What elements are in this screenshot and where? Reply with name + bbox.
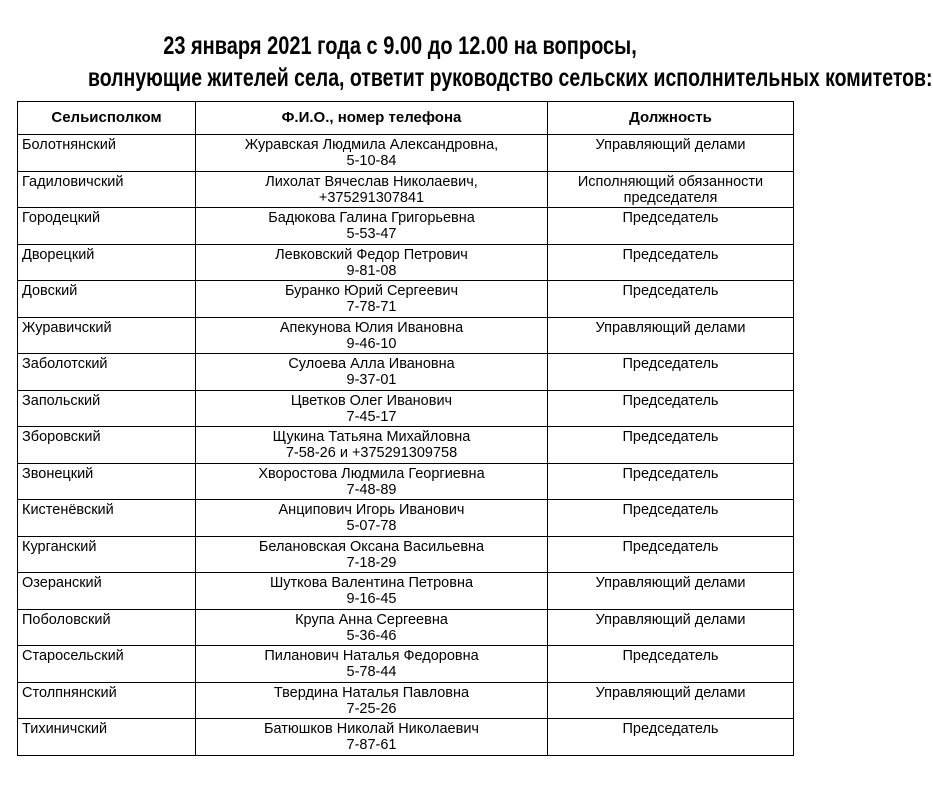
position-cell xyxy=(548,354,794,391)
phone-number: 7-78-71 xyxy=(346,299,397,315)
table-row xyxy=(18,646,794,683)
position-text: Управляющий делами xyxy=(595,575,746,591)
person-name: Левковский Федор Петрович xyxy=(275,246,468,263)
council-cell: Кистенёвский xyxy=(18,500,196,537)
position-text: Председатель xyxy=(622,538,719,555)
council-cell: Курганский xyxy=(18,536,196,573)
position-text: Председатель xyxy=(622,465,719,482)
name-phone-cell xyxy=(196,354,548,391)
page-subtitle: волнующие жителей села, ответит руководство сельских исполнительных комитетов: xyxy=(88,64,933,92)
phone-number: 7-58-26 и +375291309758 xyxy=(285,445,458,461)
table-row xyxy=(18,171,794,208)
name-phone-cell xyxy=(196,281,548,318)
phone-number: +375291307841 xyxy=(318,189,425,206)
phone-number: 5-53-47 xyxy=(346,226,397,242)
phone-number: 5-78-44 xyxy=(346,664,397,680)
table-row xyxy=(18,573,794,610)
position-cell xyxy=(548,171,794,208)
person-name: Журавская Людмила Александровна, xyxy=(244,137,499,153)
person-name: Твердина Наталья Павловна xyxy=(273,684,470,701)
position-text: Управляющий делами xyxy=(595,611,746,628)
position-text: Председатель xyxy=(622,356,719,372)
position-cell xyxy=(548,609,794,646)
position-text: Председатель xyxy=(622,648,719,664)
name-phone-cell xyxy=(196,536,548,573)
person-name: Хворостова Людмила Георгиевна xyxy=(258,465,485,482)
council-cell: Запольский xyxy=(18,390,196,427)
table-row xyxy=(18,354,794,391)
name-phone-cell xyxy=(196,719,548,756)
phone-number: 7-25-26 xyxy=(346,700,397,717)
position-text: Исполняющий обязанности xyxy=(577,173,764,190)
position-text: Председатель xyxy=(622,246,719,263)
name-phone-cell xyxy=(196,500,548,537)
person-name: Цветков Олег Иванович xyxy=(290,392,453,409)
name-phone-cell xyxy=(196,573,548,610)
name-phone-cell xyxy=(196,463,548,500)
position-cell xyxy=(548,536,794,573)
position-cell xyxy=(548,208,794,245)
name-phone-cell xyxy=(196,390,548,427)
phone-number: 9-46-10 xyxy=(346,335,397,352)
table-row xyxy=(18,536,794,573)
table-row xyxy=(18,317,794,354)
table-row xyxy=(18,390,794,427)
name-phone-cell xyxy=(196,208,548,245)
council-cell: Заболотский xyxy=(18,354,196,391)
position-text: Председатель xyxy=(622,210,719,226)
phone-number: 9-81-08 xyxy=(346,262,397,279)
table-header-row xyxy=(18,102,794,135)
table-row xyxy=(18,281,794,318)
phone-number: 5-10-84 xyxy=(346,153,397,169)
phone-number: 7-45-17 xyxy=(346,408,397,425)
council-cell: Поболовский xyxy=(18,609,196,646)
phone-number: 7-87-61 xyxy=(346,737,397,753)
name-phone-cell xyxy=(196,427,548,464)
phone-number: 5-07-78 xyxy=(346,518,397,534)
name-phone-cell xyxy=(196,317,548,354)
position-cell xyxy=(548,573,794,610)
person-name: Буранко Юрий Сергеевич xyxy=(284,283,459,299)
table-row xyxy=(18,719,794,756)
position-text: Председатель xyxy=(622,502,719,518)
position-text: Председатель xyxy=(622,392,719,409)
name-phone-cell xyxy=(196,646,548,683)
position-text: Председатель xyxy=(622,721,719,737)
phone-number: 9-16-45 xyxy=(346,591,397,607)
position-cell xyxy=(548,244,794,281)
council-cell: Городецкий xyxy=(18,208,196,245)
person-name: Крупа Анна Сергеевна xyxy=(295,611,448,628)
name-phone-cell xyxy=(196,682,548,719)
council-cell: Болотнянский xyxy=(18,135,196,172)
column-header-name-phone: Ф.И.О., номер телефона xyxy=(196,102,548,135)
table-row xyxy=(18,500,794,537)
name-phone-cell xyxy=(196,244,548,281)
person-name: Шуткова Валентина Петровна xyxy=(269,575,474,591)
column-header-position: Должность xyxy=(548,102,794,135)
table-row xyxy=(18,463,794,500)
page-title: 23 января 2021 года с 9.00 до 12.00 на вопросы, xyxy=(163,32,637,60)
council-cell: Гадиловичский xyxy=(18,171,196,208)
position-text: Управляющий делами xyxy=(595,319,746,336)
council-cell: Довский xyxy=(18,281,196,318)
person-name: Анципович Игорь Иванович xyxy=(278,502,465,518)
position-cell xyxy=(548,281,794,318)
person-name: Лихолат Вячеслав Николаевич, xyxy=(265,173,478,190)
phone-number: 9-37-01 xyxy=(346,372,397,388)
name-phone-cell xyxy=(196,135,548,172)
position-cell xyxy=(548,500,794,537)
council-cell: Старосельский xyxy=(18,646,196,683)
position-cell xyxy=(548,317,794,354)
table-row xyxy=(18,682,794,719)
position-text: Председатель xyxy=(622,429,719,445)
person-name: Сулоева Алла Ивановна xyxy=(288,356,455,372)
person-name: Бадюкова Галина Григорьевна xyxy=(268,210,475,226)
position-cell xyxy=(548,719,794,756)
name-phone-cell xyxy=(196,609,548,646)
position-cell xyxy=(548,390,794,427)
position-cell xyxy=(548,682,794,719)
council-cell: Столпнянский xyxy=(18,682,196,719)
council-cell: Зборовский xyxy=(18,427,196,464)
table-row xyxy=(18,609,794,646)
position-cell xyxy=(548,135,794,172)
phone-number: 7-18-29 xyxy=(346,554,397,571)
column-header-council: Сельисполком xyxy=(18,102,196,135)
council-cell: Звонецкий xyxy=(18,463,196,500)
council-cell: Тихиничский xyxy=(18,719,196,756)
table-row xyxy=(18,427,794,464)
phone-number: 7-48-89 xyxy=(346,481,397,498)
person-name: Белановская Оксана Васильевна xyxy=(258,538,485,555)
position-text-continued: председателя xyxy=(623,189,718,206)
name-phone-cell xyxy=(196,171,548,208)
position-cell xyxy=(548,427,794,464)
position-cell xyxy=(548,463,794,500)
table-row xyxy=(18,244,794,281)
position-text: Председатель xyxy=(622,283,719,299)
council-cell: Дворецкий xyxy=(18,244,196,281)
person-name: Щукина Татьяна Михайловна xyxy=(272,429,471,445)
table-row xyxy=(18,208,794,245)
position-text: Управляющий делами xyxy=(595,137,746,153)
position-cell xyxy=(548,646,794,683)
position-text: Управляющий делами xyxy=(595,684,746,701)
contacts-table xyxy=(17,101,794,756)
table-row xyxy=(18,135,794,172)
phone-number: 5-36-46 xyxy=(346,627,397,644)
council-cell: Озеранский xyxy=(18,573,196,610)
council-cell: Журавичский xyxy=(18,317,196,354)
person-name: Батюшков Николай Николаевич xyxy=(264,721,479,737)
person-name: Пиланович Наталья Федоровна xyxy=(264,648,479,664)
person-name: Апекунова Юлия Ивановна xyxy=(279,319,464,336)
